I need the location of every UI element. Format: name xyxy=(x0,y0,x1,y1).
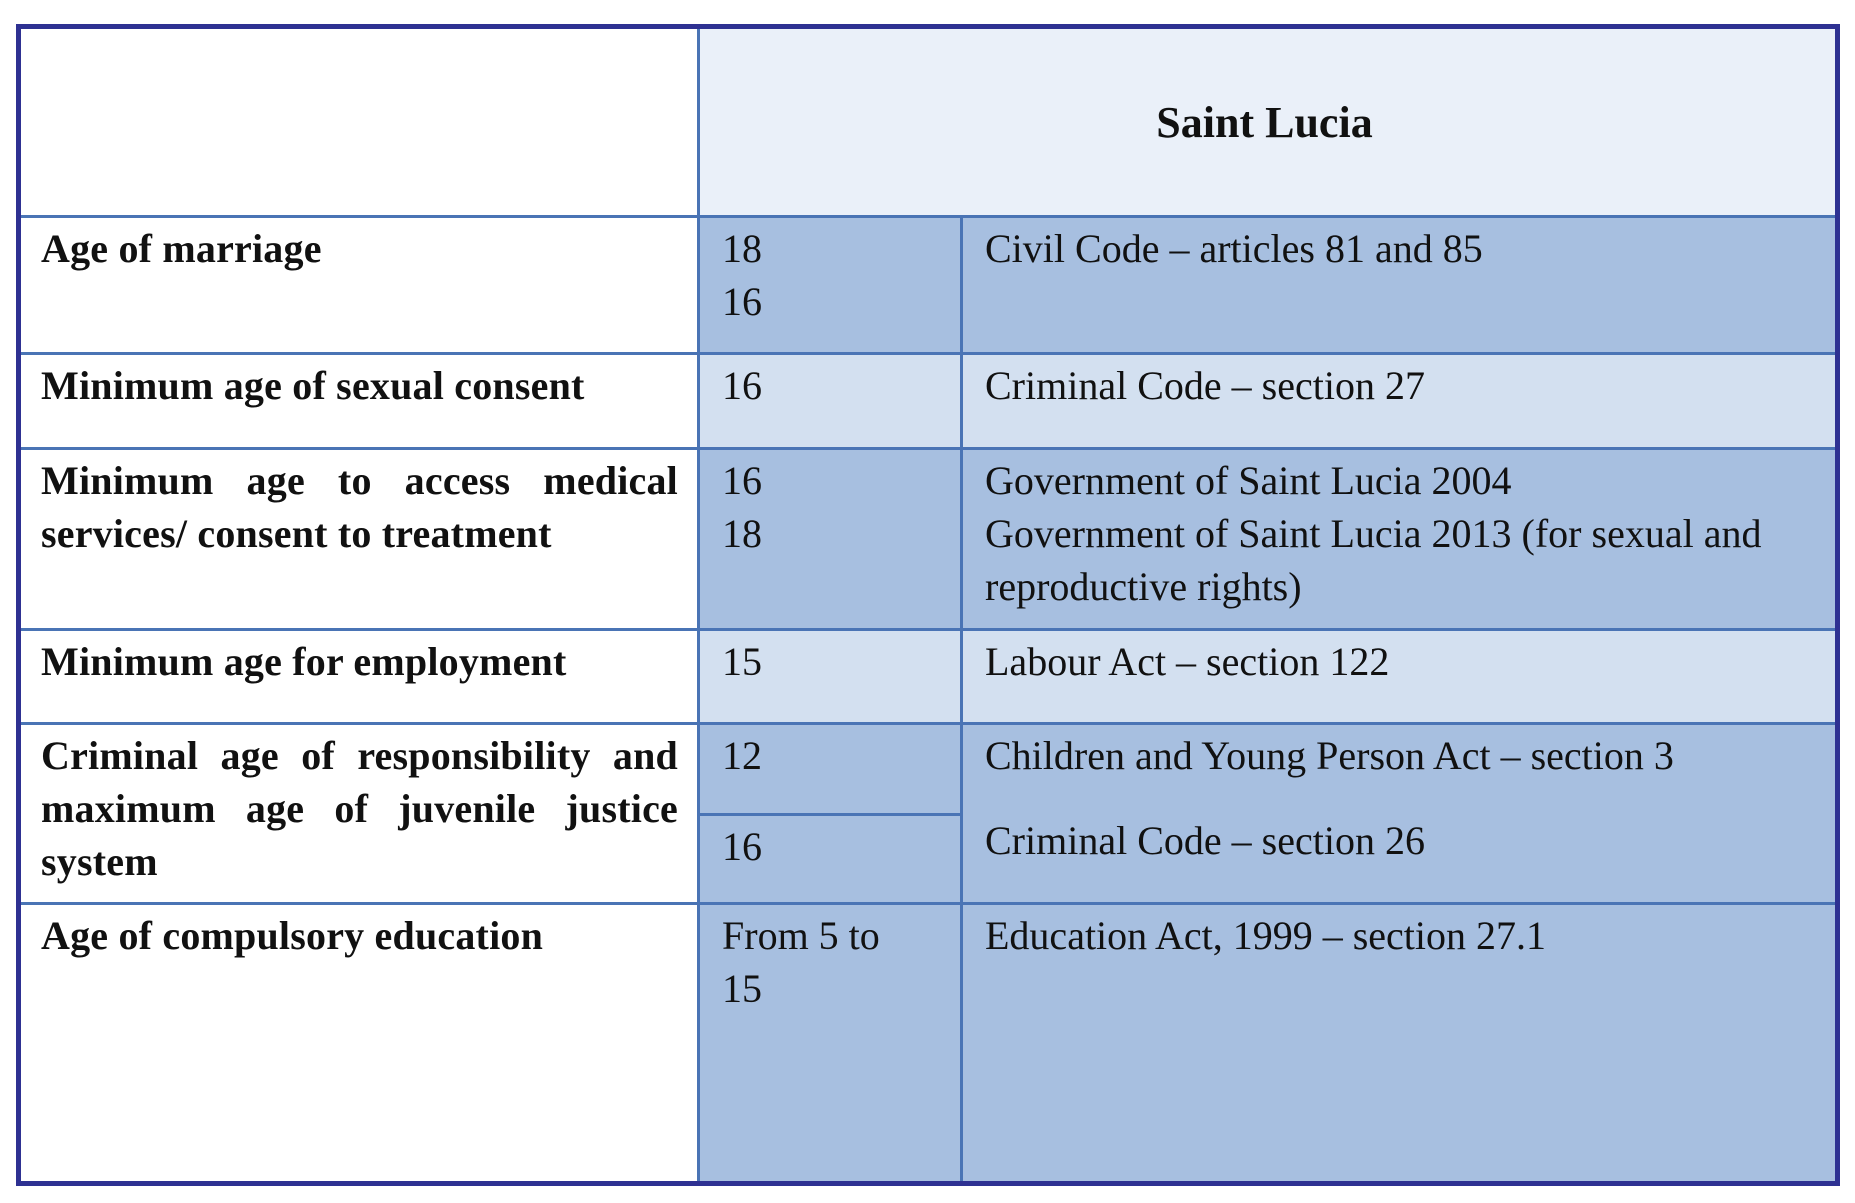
row-divider-5 xyxy=(21,902,1835,905)
age-requirements-table xyxy=(16,24,1840,1186)
row-source-sexual-consent: Criminal Code – section 27 xyxy=(961,353,1835,448)
row-divider-3 xyxy=(21,628,1835,631)
row-label-employment: Minimum age for employment xyxy=(21,629,698,723)
row-source-age-of-marriage: Civil Code – articles 81 and 85 xyxy=(961,216,1835,353)
row-source-criminal-responsibility-a: Children and Young Person Act – section 3 xyxy=(985,733,1674,778)
row-divider-4 xyxy=(21,722,1835,725)
row-label-compulsory-education: Age of compulsory education xyxy=(21,903,698,1181)
column-divider-1 xyxy=(697,29,700,1181)
row-source-medical-services: Government of Saint Lucia 2004 Government of Saint Lucia 2013 (for sexual and reproductive rights) xyxy=(961,448,1835,629)
row-source-criminal-responsibility xyxy=(961,723,1835,903)
row-source-employment: Labour Act – section 122 xyxy=(961,629,1835,723)
row-label-age-of-marriage: Age of marriage xyxy=(21,216,698,353)
country-header-text: Saint Lucia xyxy=(1156,98,1373,147)
row-divider-2 xyxy=(21,447,1835,450)
row-label-criminal-responsibility: Criminal age of responsibility and maximum age of juvenile justice system xyxy=(21,723,698,903)
row-label-sexual-consent: Minimum age of sexual consent xyxy=(21,353,698,448)
row-source-criminal-responsibility-b: Criminal Code – section 26 xyxy=(985,818,1425,863)
row-divider-header xyxy=(21,215,1835,218)
row-values-age-of-marriage: 18 16 xyxy=(698,216,961,353)
row-source-compulsory-education: Education Act, 1999 – section 27.1 xyxy=(961,903,1835,1181)
row-values-employment: 15 xyxy=(698,629,961,723)
column-divider-2 xyxy=(960,215,963,1181)
row-divider-1 xyxy=(21,352,1835,355)
row-divider-5-inner xyxy=(698,813,961,816)
row-values-sexual-consent: 16 xyxy=(698,353,961,448)
row-values-compulsory-education: From 5 to 15 xyxy=(698,903,961,1181)
row-label-medical-services: Minimum age to access medical services/ consent to treatment xyxy=(21,448,698,629)
row-value-criminal-responsibility-a: 12 xyxy=(698,723,961,814)
row-value-criminal-responsibility-b: 16 xyxy=(698,814,961,903)
country-header xyxy=(698,29,1835,216)
row-values-medical-services: 16 18 xyxy=(698,448,961,629)
header-empty-cell xyxy=(21,29,698,216)
